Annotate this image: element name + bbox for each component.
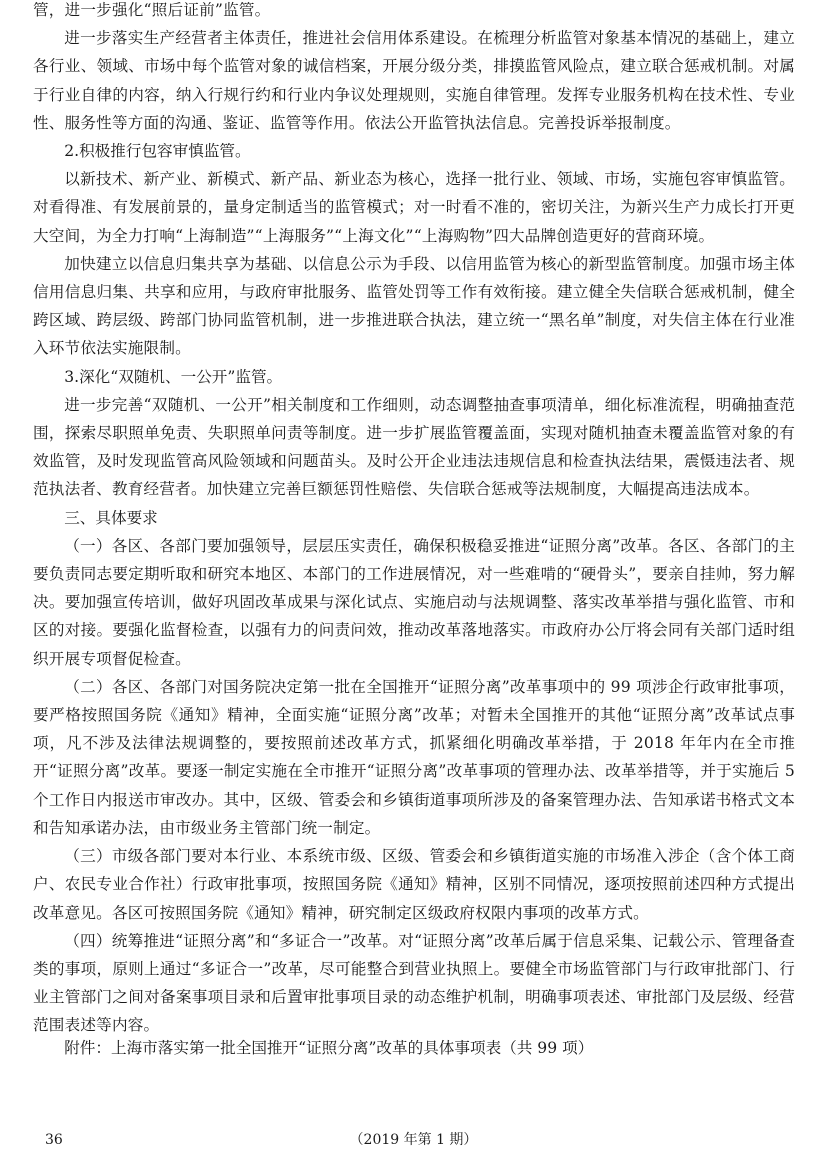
paragraph-new-supervision-system: 加快建立以信息归集共享为基础、以信息公示为手段、以信用监管为核心的新型监管制度。加强市场主体信用信息归集、共享和应用，与政府审批服务、监管处罚等工作有效衔接。建立健全失信联合惩戒机制，健全跨区域、跨层级、跨部门协同监管机制，进一步推进联合执法，建立统一“黑名单”制度，对失信主体在行业准入环节依法实施限制。 [33, 254, 795, 358]
subheading-inclusive-supervision: 2.积极推行包容审慎监管。 [64, 142, 251, 161]
paragraph-inclusive-supervision: 以新技术、新产业、新模式、新产品、新业态为核心，选择一批行业、领域、市场，实施包容审慎监管。对看得准、有发展前景的，量身定制适当的监管模式；对一时看不准的，密切关注，为新兴生产力成长打开更大空间，为全力打响“上海制造”“上海服务”“上海文化”“上海购物”四大品牌创造更好的营商环境。 [33, 170, 795, 245]
requirement-3: （三）市级各部门要对本行业、本系统市级、区级、管委会和乡镇街道实施的市场准入涉企（含个体工商户、农民专业合作社）行政审批事项，按照国务院《通知》精神，区别不同情况，逐项按照前述四种方式提出改革意见。各区可按照国务院《通知》精神，研究制定区级政府权限内事项的改革方式。 [33, 847, 795, 922]
paragraph-double-random: 进一步完善“双随机、一公开”相关制度和工作细则，动态调整抽查事项清单，细化标准流程，明确抽查范围，探索尽职照单免责、失职照单问责等制度。进一步扩展监管覆盖面，实现对随机抽查未覆盖监管对象的有效监管，及时发现监管高风险领域和问题苗头。及时公开企业违法违规信息和检查执法结果，震慑违法者、规范执法者、教育经营者。加快建立完善巨额惩罚性赔偿、失信联合惩戒等法规制度，大幅提高违法成本。 [33, 395, 795, 499]
requirement-2: （二）各区、各部门对国务院决定第一批在全国推开“证照分离”改革事项中的 99 项涉企行政审批事项，要严格按照国务院《通知》精神，全面实施“证照分离”改革；对暂未全国推开的其他“证照分离”改革试点事项，凡不涉及法律法规调整的，要按照前述改革方式，抓紧细化明确改革举措，于 2018 年年内在全市推开“证照分离”改革。要逐一制定实施在全市推开“证照分离”改革事项的管理办法、改革举措等，并于实施后 5 个工作日内报送市审改办。其中，区级、管委会和乡镇街道事项所涉及的备案管理办法、告知承诺书格式文本和告知承诺办法，由市级业务主管部门统一制定。 [33, 677, 795, 837]
issue-label: （2019 年第 1 期） [349, 1132, 478, 1148]
subheading-double-random: 3.深化“双随机、一公开”监管。 [64, 367, 283, 386]
requirement-4: （四）统筹推进“证照分离”和“多证合一”改革。对“证照分离”改革后属于信息采集、记载公示、管理备查类的事项，原则上通过“多证合一”改革，尽可能整合到营业执照上。要健全市场监管部门与行政审批部门、行业主管部门之间对备案事项目录和后置审批事项目录的动态维护机制，明确事项表述、审批部门及层级、经营范围表述等内容。 [33, 931, 795, 1035]
paragraph-continuation: 管，进一步强化“照后证前”监管。 [33, 1, 271, 19]
document-body [33, 0, 795, 1040]
requirement-1: （一）各区、各部门要加强领导，层层压实责任，确保积极稳妥推进“证照分离”改革。各区、各部门的主要负责同志要定期听取和研究本地区、本部门的工作进展情况，对一些难啃的“硬骨头”，要亲自挂帅，努力解决。要加强宣传培训，做好巩固改革成果与深化试点、实施启动与法规调整、落实改革举措与强化监管、市和区的对接。要强化监督检查，以强有力的问责问效，推动改革落地落实。市政府办公厅将会同有关部门适时组织开展专项督促检查。 [33, 536, 795, 668]
attachment-note: 附件：上海市落实第一批全国推开“证照分离”改革的具体事项表（共 99 项） [64, 1039, 594, 1057]
page-footer [0, 1128, 827, 1152]
page-number: 36 [45, 1132, 63, 1148]
paragraph-credit-system: 进一步落实生产经营者主体责任，推进社会信用体系建设。在梳理分析监管对象基本情况的基础上，建立各行业、领域、市场中每个监管对象的诚信档案，开展分级分类，排摸监管风险点，建立联合惩戒机制。对属于行业自律的内容，纳入行规行约和行业内争议处理规则，实施自律管理。发挥专业服务机构在技术性、专业性、服务性等方面的沟通、鉴证、监管等作用。依法公开监管执法信息。完善投诉举报制度。 [33, 29, 795, 132]
section-heading-requirements: 三、具体要求 [64, 508, 158, 527]
